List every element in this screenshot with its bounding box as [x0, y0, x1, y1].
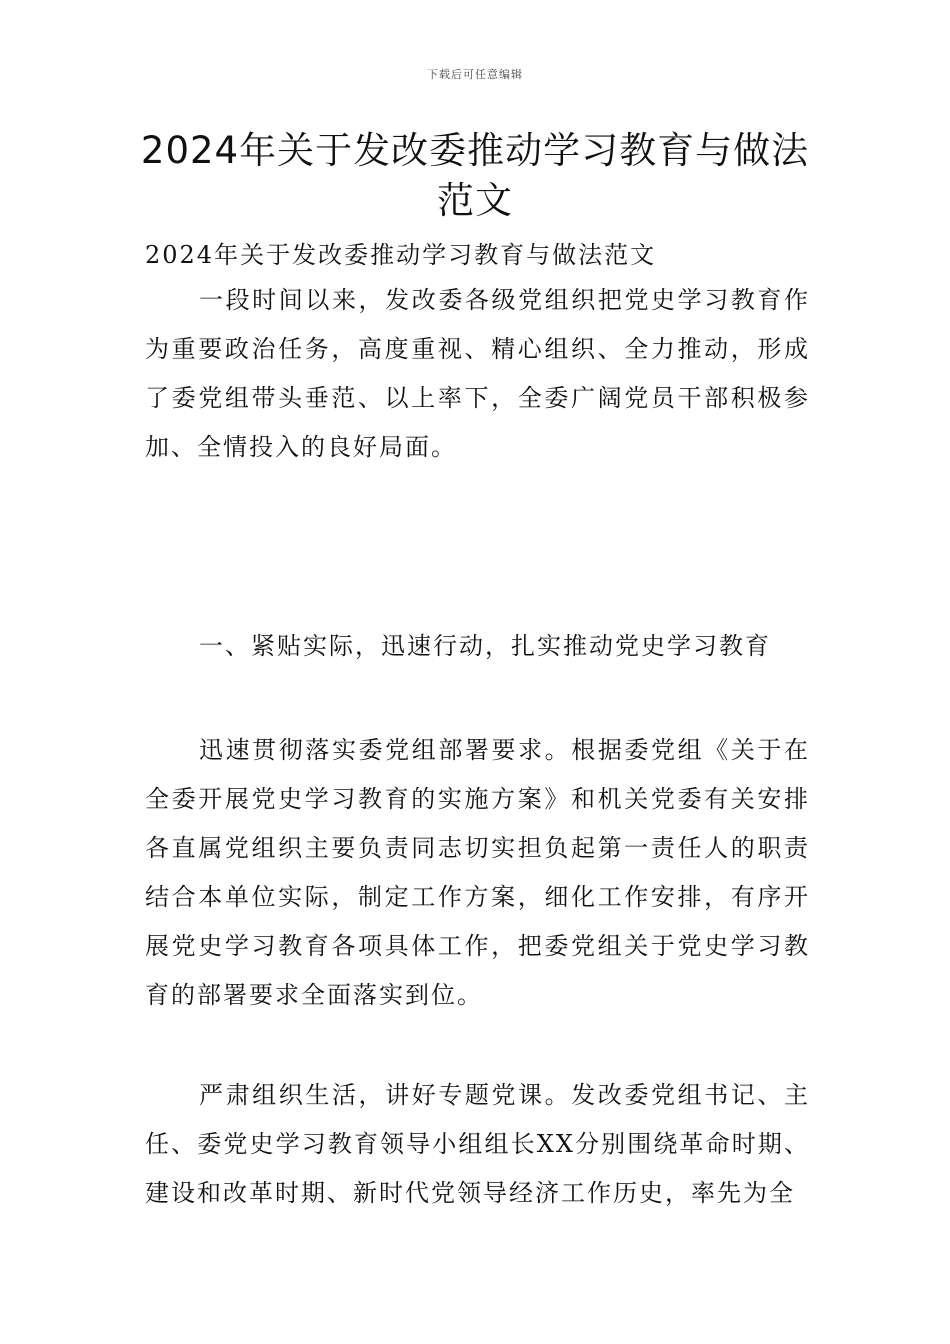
intro-paragraph: 一段时间以来，发改委各级党组织把党史学习教育作为重要政治任务，高度重视、精心组织、全力推动，形成了委党组带头垂范、以上率下，全委广阔党员干部积极参加、全情投入的良好局面。 — [145, 286, 810, 461]
section-1-paragraph-2: 严肃组织生活，讲好专题党课。发改委党组书记、主任、委党史学习教育领导小组组长XX分别围绕革命时期、建设和改革时期、新时代党领导经济工作历史，率先为全 — [145, 1081, 810, 1207]
section-heading-1: 一、紧贴实际，迅速行动，扎实推动党史学习教育 — [199, 632, 771, 660]
section-1-paragraph-1: 迅速贯彻落实委党组部署要求。根据委党组《关于在全委开展党史学习教育的实施方案》和机关党委有关安排各直属党组织主要负责同志切实担负起第一责任人的职责结合本单位实际，制定工作方案，细化工作安排，有序开展党史学习教育各项具体工作，把委党组关于党史学习教育的部署要求全面落实到位。 — [145, 736, 810, 1009]
document-subtitle: 2024年关于发改委推动学习教育与做法范文 — [145, 241, 657, 269]
header-note: 下载后可任意编辑 — [427, 68, 523, 81]
document-title: 2024年关于发改委推动学习教育与做法范文 — [140, 129, 810, 222]
